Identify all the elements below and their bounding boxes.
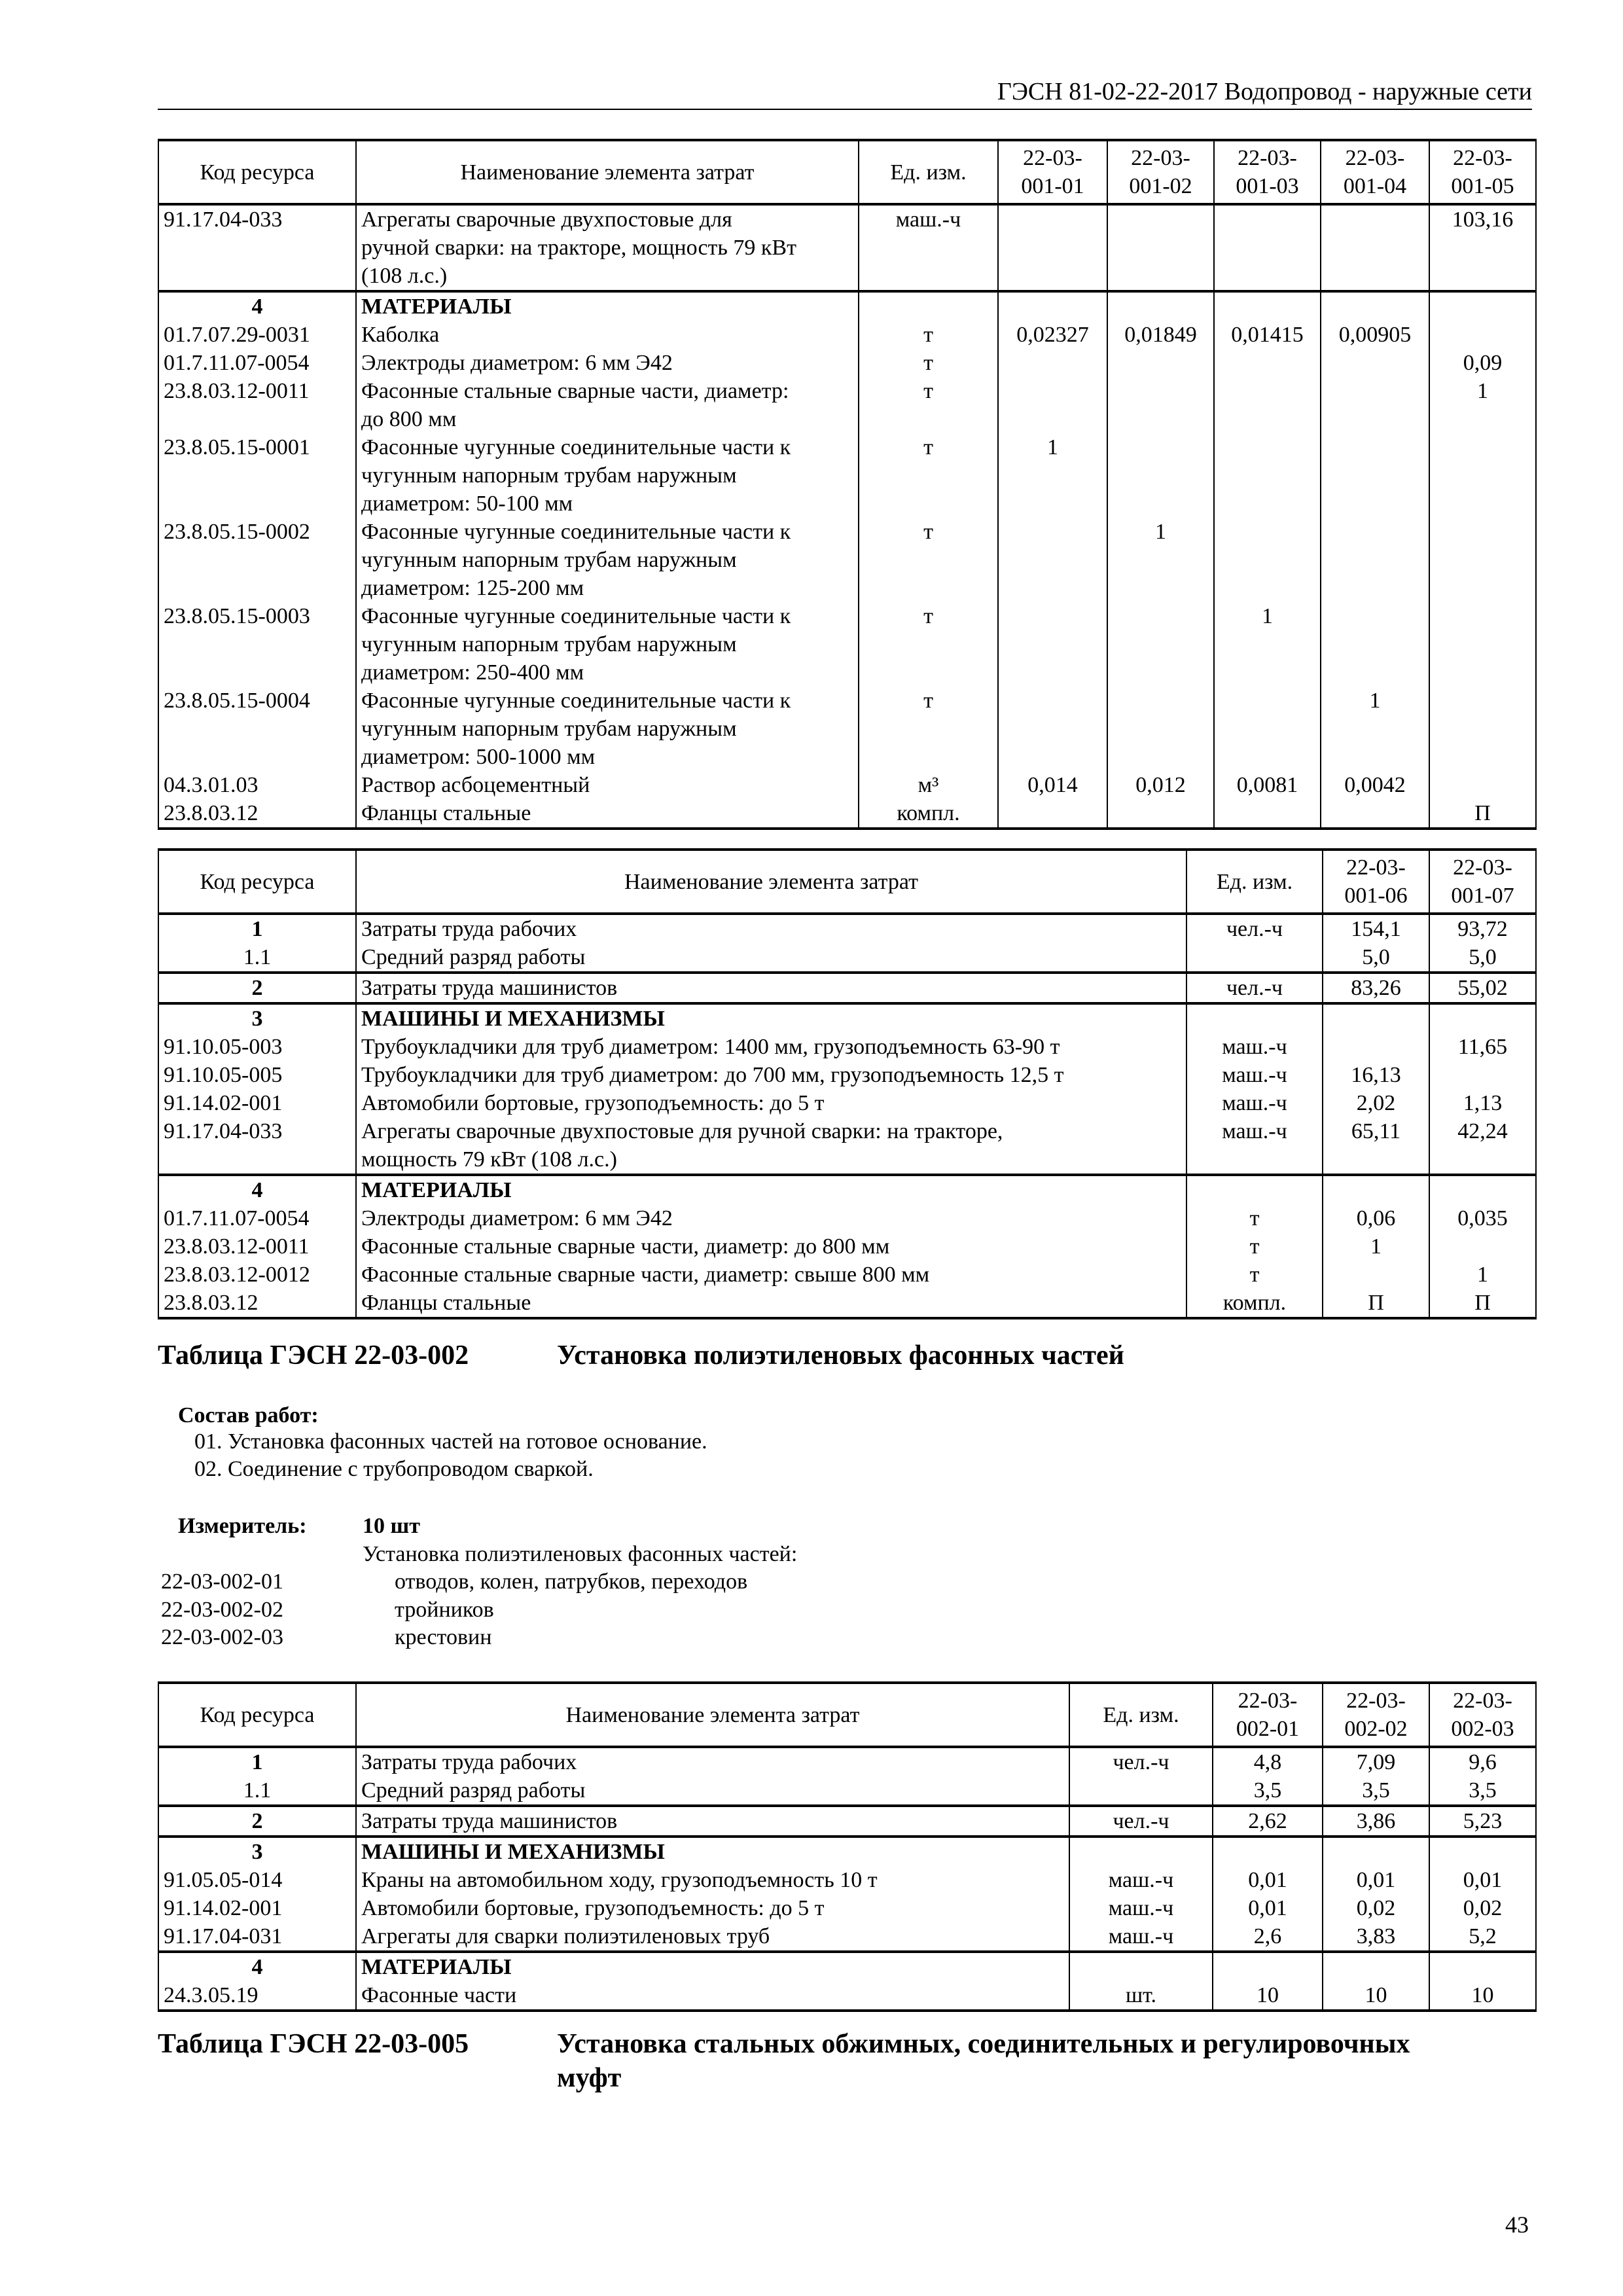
norm-value (1321, 602, 1429, 687)
meter-label: Измеритель: (178, 1514, 307, 1538)
cost-element-name: МАШИНЫ И МЕХАНИЗМЫ (356, 1003, 1186, 1033)
table-row (158, 973, 1536, 1003)
resource-table-22-03-001-part2 (158, 848, 1537, 1319)
norm-value: 2,62 (1213, 1806, 1323, 1837)
table-row (158, 321, 1536, 349)
table-row (158, 1061, 1536, 1089)
resource-code: 1 (158, 914, 356, 943)
norm-value (998, 518, 1107, 602)
cost-element-name: Фасонные чугунные соединительные части к чугунным напорным трубам наружным диаметром: 500-1000 мм (356, 687, 859, 771)
cost-element-name: Фасонные стальные сварные части, диаметр: до 800 мм (356, 377, 859, 433)
resource-code: 1.1 (158, 1776, 356, 1806)
column-header: 22-03- 002-03 (1429, 1683, 1536, 1747)
unit: маш.-ч (1186, 1061, 1323, 1089)
resource-code: 01.7.11.07-0054 (158, 1204, 356, 1232)
norm-value (1323, 1003, 1429, 1033)
norm-value (998, 687, 1107, 771)
unit: маш.-ч (1186, 1117, 1323, 1175)
unit: т (1186, 1261, 1323, 1289)
norm-value: 5,23 (1429, 1806, 1536, 1837)
variant-code: 22-03-002-03 (161, 1625, 283, 1649)
column-header: 22-03- 002-01 (1213, 1683, 1323, 1747)
norm-value (1214, 204, 1321, 291)
meter-value: 10 шт (363, 1514, 420, 1538)
resource-code: 23.8.03.12-0012 (158, 1261, 356, 1289)
unit: т (859, 518, 998, 602)
cost-element-name: Фланцы стальные (356, 1289, 1186, 1318)
table-row (158, 1747, 1536, 1776)
cost-element-name: Фланцы стальные (356, 799, 859, 829)
norm-value: 0,01 (1323, 1866, 1429, 1894)
norm-value (1323, 1261, 1429, 1289)
norm-value (1321, 349, 1429, 377)
table-row (158, 1981, 1536, 2011)
cost-element-name: МАТЕРИАЛЫ (356, 1175, 1186, 1204)
column-header: 22-03- 001-03 (1214, 140, 1321, 204)
table-row (158, 687, 1536, 771)
norm-value (1323, 1033, 1429, 1061)
resource-code: 1 (158, 1747, 356, 1776)
cost-element-name: Фасонные части (356, 1981, 1069, 2011)
unit: маш.-ч (1186, 1089, 1323, 1117)
cost-element-name: Фасонные стальные сварные части, диаметр: свыше 800 мм (356, 1261, 1186, 1289)
table-row (158, 1866, 1536, 1894)
resource-code: 23.8.05.15-0002 (158, 518, 356, 602)
resource-table-22-03-002 (158, 1681, 1537, 2012)
cost-element-name: Агрегаты сварочные двухпостовые для ручной сварки: на тракторе, мощность 79 кВт (108 л.с.) (356, 204, 859, 291)
norm-value (1107, 349, 1214, 377)
norm-value: 5,0 (1323, 943, 1429, 973)
norm-value (1107, 204, 1214, 291)
cost-element-name: Агрегаты сварочные двухпостовые для ручной сварки: на тракторе, мощность 79 кВт (108 л.с.) (356, 1117, 1186, 1175)
unit: т (1186, 1232, 1323, 1261)
norm-value: 0,02 (1323, 1894, 1429, 1922)
norm-value: 1 (1429, 1261, 1536, 1289)
norm-value: П (1429, 1289, 1536, 1318)
unit: т (859, 377, 998, 433)
resource-code: 23.8.05.15-0004 (158, 687, 356, 771)
unit: т (859, 602, 998, 687)
norm-value: 10 (1213, 1981, 1323, 2011)
resource-code: 04.3.01.03 (158, 771, 356, 799)
table-row (158, 518, 1536, 602)
norm-value (1429, 291, 1536, 321)
table-row (158, 1089, 1536, 1117)
header-row (158, 140, 1536, 204)
norm-value: 83,26 (1323, 973, 1429, 1003)
resource-code: 23.8.05.15-0003 (158, 602, 356, 687)
resource-code: 4 (158, 291, 356, 321)
norm-value: 0,01849 (1107, 321, 1214, 349)
section-row (158, 1837, 1536, 1866)
norm-value: 0,01 (1213, 1866, 1323, 1894)
resource-code: 3 (158, 1003, 356, 1033)
norm-value: 55,02 (1429, 973, 1536, 1003)
cost-element-name: Трубоукладчики для труб диаметром: до 700 мм, грузоподъемность 12,5 т (356, 1061, 1186, 1089)
cost-element-name: Автомобили бортовые, грузоподъемность: до 5 т (356, 1894, 1069, 1922)
table-row (158, 349, 1536, 377)
norm-value (998, 204, 1107, 291)
column-header: 22-03- 001-01 (998, 140, 1107, 204)
norm-value: 0,0081 (1214, 771, 1321, 799)
header-rule (158, 109, 1532, 110)
norm-value: П (1429, 799, 1536, 829)
unit (1069, 1952, 1213, 1981)
norm-value: 4,8 (1213, 1747, 1323, 1776)
norm-value (1323, 1952, 1429, 1981)
norm-value: 0,0042 (1321, 771, 1429, 799)
norm-value: 2,02 (1323, 1089, 1429, 1117)
variant-desc: отводов, колен, патрубков, переходов (395, 1570, 748, 1594)
norm-value (1321, 204, 1429, 291)
cost-element-name: Средний разряд работы (356, 1776, 1069, 1806)
norm-value: 0,035 (1429, 1204, 1536, 1232)
cost-element-name: Краны на автомобильном ходу, грузоподъемность 10 т (356, 1866, 1069, 1894)
norm-value (1107, 602, 1214, 687)
cost-element-name: МАТЕРИАЛЫ (356, 1952, 1069, 1981)
resource-group (158, 1806, 1536, 1837)
table-row (158, 1204, 1536, 1232)
norm-value (1429, 1003, 1536, 1033)
norm-value: 9,6 (1429, 1747, 1536, 1776)
header-row (158, 1683, 1536, 1747)
norm-value: 0,02 (1429, 1894, 1536, 1922)
norm-value (998, 377, 1107, 433)
cost-element-name: МАШИНЫ И МЕХАНИЗМЫ (356, 1837, 1069, 1866)
resource-code: 91.05.05-014 (158, 1866, 356, 1894)
norm-value: 0,09 (1429, 349, 1536, 377)
cost-element-name: Электроды диаметром: 6 мм Э42 (356, 1204, 1186, 1232)
norm-value (1429, 602, 1536, 687)
norm-value (1429, 518, 1536, 602)
cost-element-name: Автомобили бортовые, грузоподъемность: до 5 т (356, 1089, 1186, 1117)
norm-value (1321, 291, 1429, 321)
table-row (158, 433, 1536, 518)
column-header: 22-03- 001-07 (1429, 850, 1536, 914)
resource-code: 23.8.05.15-0001 (158, 433, 356, 518)
norm-value: 10 (1429, 1981, 1536, 2011)
cost-element-name: Средний разряд работы (356, 943, 1186, 973)
norm-value (1429, 1837, 1536, 1866)
norm-value: 5,2 (1429, 1922, 1536, 1952)
header-row (158, 850, 1536, 914)
column-header: Наименование элемента затрат (356, 850, 1186, 914)
unit: компл. (859, 799, 998, 829)
work-composition-heading: Состав работ: (178, 1403, 319, 1427)
table-row (158, 943, 1536, 973)
norm-value: 1 (998, 433, 1107, 518)
norm-value (1107, 291, 1214, 321)
resource-group (158, 1837, 1536, 1952)
variant-code: 22-03-002-01 (161, 1570, 283, 1594)
norm-value: 3,5 (1429, 1776, 1536, 1806)
table-row (158, 1033, 1536, 1061)
norm-value (1429, 1061, 1536, 1089)
norm-value: 154,1 (1323, 914, 1429, 943)
norm-value: 3,86 (1323, 1806, 1429, 1837)
norm-value (1107, 377, 1214, 433)
norm-value (1107, 799, 1214, 829)
cost-element-name: Фасонные стальные сварные части, диаметр: до 800 мм (356, 1232, 1186, 1261)
variant-desc: крестовин (395, 1625, 492, 1649)
norm-value (1429, 1232, 1536, 1261)
norm-value (998, 291, 1107, 321)
norm-value (998, 349, 1107, 377)
unit: чел.-ч (1069, 1806, 1213, 1837)
unit: чел.-ч (1069, 1747, 1213, 1776)
unit: чел.-ч (1186, 914, 1323, 943)
unit: маш.-ч (1069, 1894, 1213, 1922)
table-row (158, 204, 1536, 291)
table-label-002: Таблица ГЭСН 22-03-002 (158, 1340, 469, 1371)
column-header: 22-03- 001-06 (1323, 850, 1429, 914)
resource-code: 91.14.02-001 (158, 1089, 356, 1117)
cost-element-name: Агрегаты для сварки полиэтиленовых труб (356, 1922, 1069, 1952)
resource-code: 91.10.05-003 (158, 1033, 356, 1061)
cost-element-name: Каболка (356, 321, 859, 349)
table-row (158, 1117, 1536, 1175)
cost-element-name: Затраты труда рабочих (356, 1747, 1069, 1776)
column-header: 22-03- 001-05 (1429, 140, 1536, 204)
norm-value: 0,014 (998, 771, 1107, 799)
norm-value (1214, 799, 1321, 829)
section-row (158, 1952, 1536, 1981)
work-item: 01. Установка фасонных частей на готовое основание. (194, 1429, 707, 1454)
norm-value: 0,01415 (1214, 321, 1321, 349)
unit: т (1186, 1204, 1323, 1232)
norm-value (1213, 1952, 1323, 1981)
norm-value: 0,06 (1323, 1204, 1429, 1232)
table-row (158, 1232, 1536, 1261)
resource-group (158, 914, 1536, 973)
norm-value: 0,01 (1429, 1866, 1536, 1894)
unit: компл. (1186, 1289, 1323, 1318)
norm-value (1429, 687, 1536, 771)
norm-value: 7,09 (1323, 1747, 1429, 1776)
resource-code: 91.17.04-033 (158, 1117, 356, 1175)
column-header: Код ресурса (158, 1683, 356, 1747)
norm-value: 3,5 (1213, 1776, 1323, 1806)
cost-element-name: Затраты труда машинистов (356, 973, 1186, 1003)
cost-element-name: Фасонные чугунные соединительные части к чугунным напорным трубам наружным диаметром: 250-400 мм (356, 602, 859, 687)
norm-value (1214, 291, 1321, 321)
norm-value: 16,13 (1323, 1061, 1429, 1089)
resource-code: 1.1 (158, 943, 356, 973)
cost-element-name: Затраты труда машинистов (356, 1806, 1069, 1837)
norm-value: 2,6 (1213, 1922, 1323, 1952)
norm-value (1323, 1175, 1429, 1204)
norm-value (1321, 377, 1429, 433)
norm-value (1321, 799, 1429, 829)
unit: маш.-ч (1069, 1866, 1213, 1894)
table-row (158, 799, 1536, 829)
table-row (158, 1776, 1536, 1806)
resource-code: 91.17.04-033 (158, 204, 356, 291)
column-header: 22-03- 002-02 (1323, 1683, 1429, 1747)
resource-code: 01.7.11.07-0054 (158, 349, 356, 377)
page-number: 43 (1505, 2212, 1529, 2238)
resource-table-22-03-001-part1 (158, 139, 1537, 830)
norm-value: 5,0 (1429, 943, 1536, 973)
cost-element-name: Фасонные чугунные соединительные части к чугунным напорным трубам наружным диаметром: 125-200 мм (356, 518, 859, 602)
norm-value: 1 (1429, 377, 1536, 433)
norm-value: 3,83 (1323, 1922, 1429, 1952)
norm-value: 1 (1321, 687, 1429, 771)
column-header: Ед. изм. (1069, 1683, 1213, 1747)
table-title-005: Установка стальных обжимных, соединительных и регулировочных муфт (557, 2029, 1410, 2093)
meter-description: Установка полиэтиленовых фасонных частей: (363, 1542, 798, 1566)
norm-value: П (1323, 1289, 1429, 1318)
unit: м³ (859, 771, 998, 799)
norm-value: 1,13 (1429, 1089, 1536, 1117)
resource-group (158, 1952, 1536, 2011)
norm-value (1321, 433, 1429, 518)
cost-element-name: МАТЕРИАЛЫ (356, 291, 859, 321)
table-row (158, 377, 1536, 433)
table-row (158, 1806, 1536, 1837)
unit (1186, 1175, 1323, 1204)
section-row (158, 1175, 1536, 1204)
norm-value (998, 602, 1107, 687)
column-header: Ед. изм. (859, 140, 998, 204)
resource-code: 4 (158, 1175, 356, 1204)
norm-value (1107, 433, 1214, 518)
norm-value (998, 799, 1107, 829)
resource-group (158, 291, 1536, 829)
resource-code: 01.7.07.29-0031 (158, 321, 356, 349)
resource-code: 23.8.03.12 (158, 799, 356, 829)
unit: т (859, 433, 998, 518)
table-row (158, 602, 1536, 687)
column-header: Код ресурса (158, 140, 356, 204)
column-header: Наименование элемента затрат (356, 1683, 1069, 1747)
section-row (158, 1003, 1536, 1033)
resource-code: 23.8.03.12-0011 (158, 1232, 356, 1261)
resource-code: 2 (158, 1806, 356, 1837)
column-header: Ед. изм. (1186, 850, 1323, 914)
norm-value (1213, 1837, 1323, 1866)
resource-code: 4 (158, 1952, 356, 1981)
cost-element-name: Фасонные чугунные соединительные части к чугунным напорным трубам наружным диаметром: 50-100 мм (356, 433, 859, 518)
norm-value: 1 (1107, 518, 1214, 602)
resource-group (158, 1175, 1536, 1318)
norm-value: 0,012 (1107, 771, 1214, 799)
resource-code: 23.8.03.12 (158, 1289, 356, 1318)
table-title-002: Установка полиэтиленовых фасонных частей (557, 1340, 1124, 1371)
resource-group (158, 1747, 1536, 1806)
section-row (158, 291, 1536, 321)
norm-value (1429, 1175, 1536, 1204)
table-row (158, 1261, 1536, 1289)
norm-value: 93,72 (1429, 914, 1536, 943)
resource-code: 23.8.03.12-0011 (158, 377, 356, 433)
resource-code: 91.14.02-001 (158, 1894, 356, 1922)
unit: маш.-ч (859, 204, 998, 291)
column-header: Наименование элемента затрат (356, 140, 859, 204)
norm-value: 1 (1323, 1232, 1429, 1261)
norm-value: 10 (1323, 1981, 1429, 2011)
norm-value (1321, 518, 1429, 602)
unit (1069, 1776, 1213, 1806)
variant-desc: тройников (395, 1598, 494, 1622)
resource-code: 2 (158, 973, 356, 1003)
table-row (158, 1922, 1536, 1952)
unit: маш.-ч (1186, 1033, 1323, 1061)
norm-value: 103,16 (1429, 204, 1536, 291)
resource-code: 3 (158, 1837, 356, 1866)
norm-value (1214, 687, 1321, 771)
norm-value: 42,24 (1429, 1117, 1536, 1175)
norm-value: 65,11 (1323, 1117, 1429, 1175)
running-header: ГЭСН 81-02-22-2017 Водопровод - наружные сети (997, 78, 1532, 105)
unit (1186, 943, 1323, 973)
norm-value: 11,65 (1429, 1033, 1536, 1061)
unit: маш.-ч (1069, 1922, 1213, 1952)
resource-group (158, 204, 1536, 291)
norm-value (1429, 433, 1536, 518)
table-row (158, 914, 1536, 943)
resource-code: 91.10.05-005 (158, 1061, 356, 1089)
norm-value (1429, 1952, 1536, 1981)
norm-value: 0,01 (1213, 1894, 1323, 1922)
norm-value: 1 (1214, 602, 1321, 687)
table-row (158, 771, 1536, 799)
norm-value (1429, 321, 1536, 349)
norm-value (1107, 687, 1214, 771)
unit (1186, 1003, 1323, 1033)
cost-element-name: Затраты труда рабочих (356, 914, 1186, 943)
column-header: 22-03- 001-02 (1107, 140, 1214, 204)
table-label-005: Таблица ГЭСН 22-03-005 (158, 2029, 469, 2059)
norm-value (1214, 518, 1321, 602)
unit: т (859, 687, 998, 771)
work-item: 02. Соединение с трубопроводом сваркой. (194, 1457, 594, 1481)
cost-element-name: Электроды диаметром: 6 мм Э42 (356, 349, 859, 377)
resource-code: 24.3.05.19 (158, 1981, 356, 2011)
norm-value (1214, 349, 1321, 377)
column-header: 22-03- 001-04 (1321, 140, 1429, 204)
resource-group (158, 973, 1536, 1003)
norm-value: 0,02327 (998, 321, 1107, 349)
norm-value: 0,00905 (1321, 321, 1429, 349)
variant-code: 22-03-002-02 (161, 1598, 283, 1622)
norm-value (1214, 377, 1321, 433)
norm-value (1214, 433, 1321, 518)
unit: т (859, 321, 998, 349)
cost-element-name: Трубоукладчики для труб диаметром: 1400 мм, грузоподъемность 63-90 т (356, 1033, 1186, 1061)
unit: т (859, 349, 998, 377)
norm-value (1323, 1837, 1429, 1866)
unit: чел.-ч (1186, 973, 1323, 1003)
unit (1069, 1837, 1213, 1866)
resource-group (158, 1003, 1536, 1175)
table-row (158, 1289, 1536, 1318)
resource-code: 91.17.04-031 (158, 1922, 356, 1952)
column-header: Код ресурса (158, 850, 356, 914)
unit (859, 291, 998, 321)
cost-element-name: Раствор асбоцементный (356, 771, 859, 799)
table-row (158, 1894, 1536, 1922)
norm-value (1429, 771, 1536, 799)
unit: шт. (1069, 1981, 1213, 2011)
norm-value: 3,5 (1323, 1776, 1429, 1806)
